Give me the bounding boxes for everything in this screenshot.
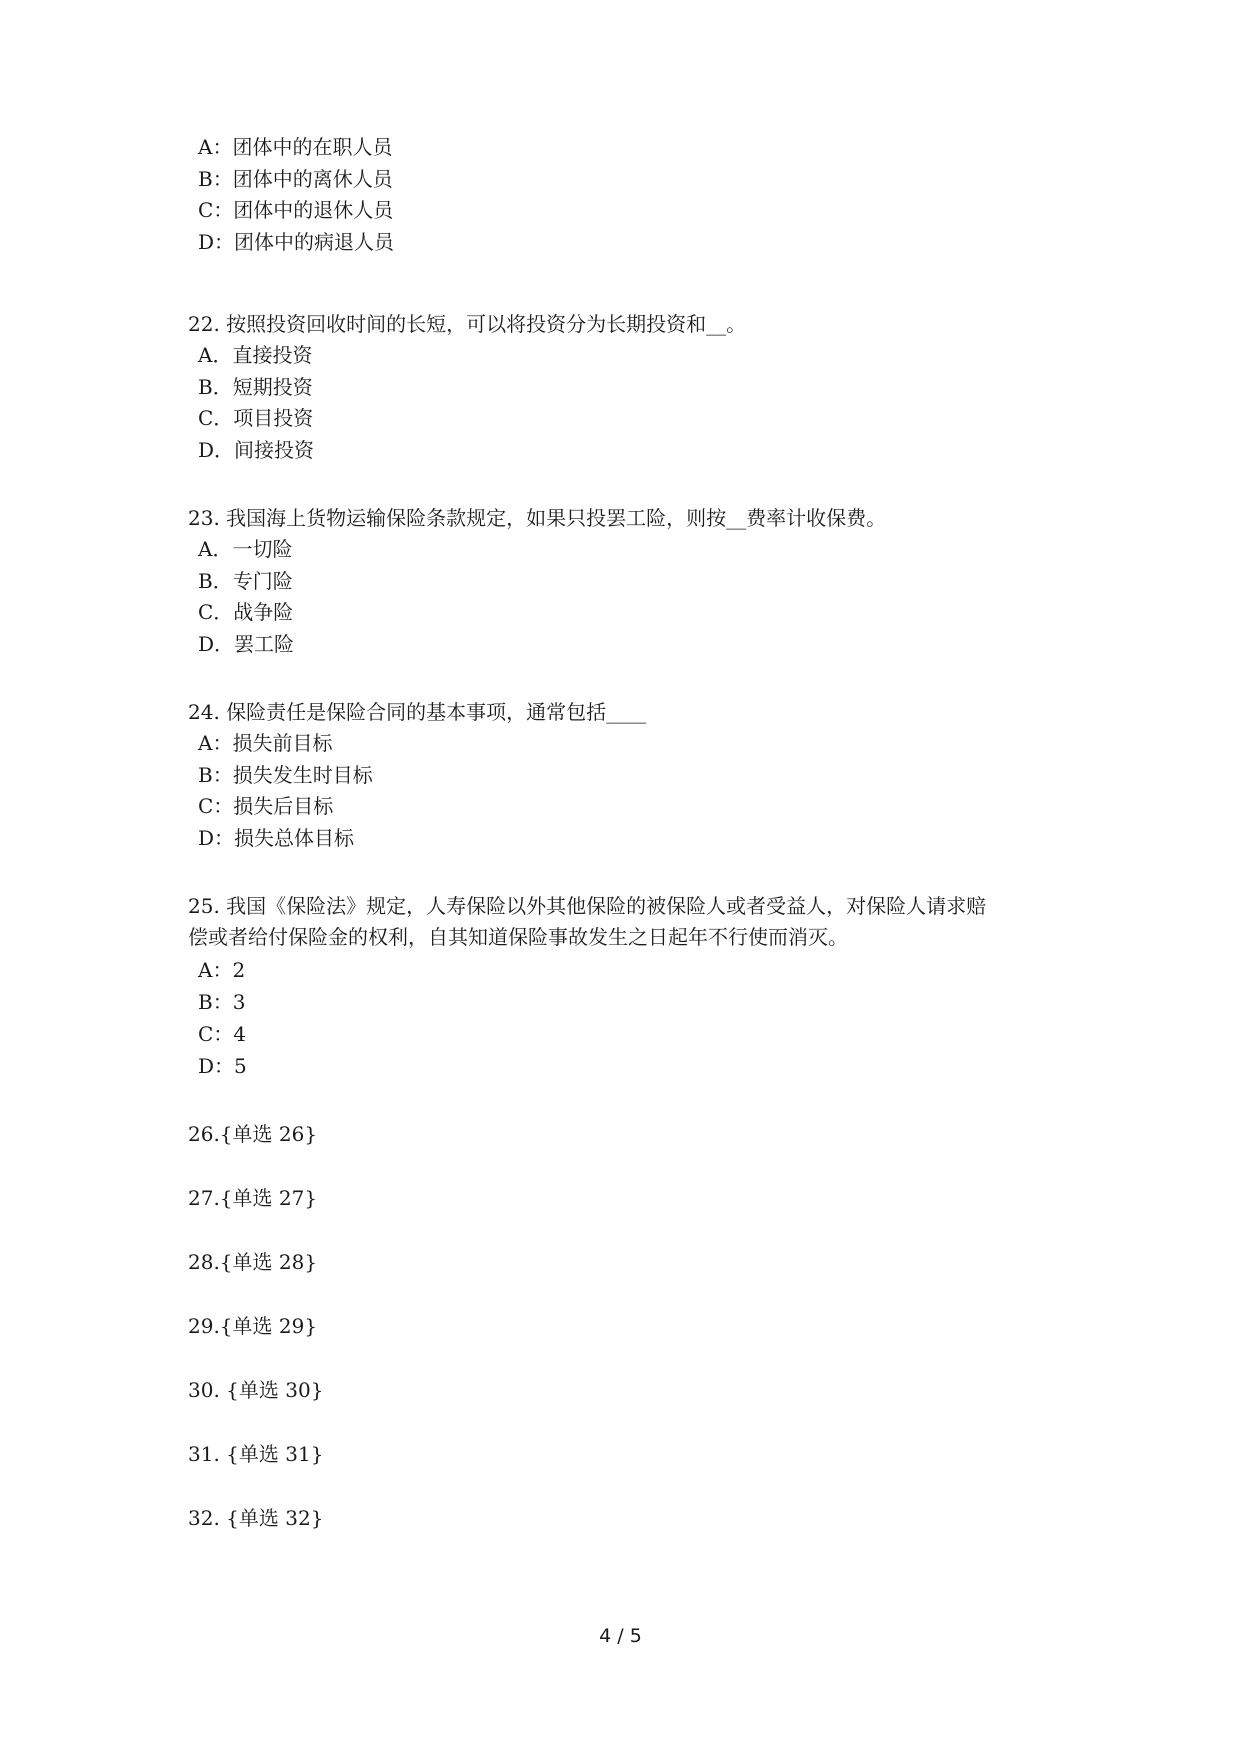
q25-stem-line2: 偿或者给付保险金的权利，自其知道保险事故发生之日起年不行使而消灭。 [188, 925, 848, 949]
q22-option-b: B．短期投资 [198, 375, 313, 399]
q21-option-d: D：团体中的病退人员 [198, 230, 395, 254]
q28-placeholder: 28.{单选 28} [188, 1250, 318, 1274]
q23-option-d: D．罢工险 [198, 632, 295, 656]
q21-option-c: C：团体中的退休人员 [198, 198, 394, 222]
q25-option-a: A：2 [198, 958, 246, 982]
q23-option-b: B．专门险 [198, 569, 293, 593]
q25-option-b: B：3 [198, 990, 246, 1014]
q24-option-d: D：损失总体目标 [198, 826, 355, 850]
q22-option-c: C．项目投资 [198, 406, 314, 430]
q25-option-d: D：5 [198, 1054, 247, 1078]
q31-placeholder: 31. {单选 31} [188, 1442, 324, 1466]
q21-option-b: B：团体中的离休人员 [198, 167, 393, 191]
page-number: 4 / 5 [599, 1625, 642, 1647]
q27-placeholder: 27.{单选 27} [188, 1186, 318, 1210]
q21-option-a: A：团体中的在职人员 [198, 135, 393, 159]
q25-stem-line1: 25. 我国《保险法》规定，人寿保险以外其他保险的被保险人或者受益人，对保险人请求赔 [188, 894, 987, 918]
q22-option-d: D．间接投资 [198, 438, 315, 462]
q23-option-c: C．战争险 [198, 600, 294, 624]
q26-placeholder: 26.{单选 26} [188, 1122, 318, 1146]
q24-option-c: C：损失后目标 [198, 794, 334, 818]
q32-placeholder: 32. {单选 32} [188, 1506, 324, 1530]
q25-option-c: C：4 [198, 1022, 247, 1046]
q24-option-a: A：损失前目标 [198, 731, 333, 755]
q23-stem: 23. 我国海上货物运输保险条款规定，如果只投罢工险，则按__费率计收保费。 [188, 506, 887, 530]
q29-placeholder: 29.{单选 29} [188, 1314, 318, 1338]
q22-option-a: A．直接投资 [198, 343, 313, 367]
q23-option-a: A．一切险 [198, 537, 293, 561]
q22-stem: 22. 按照投资回收时间的长短，可以将投资分为长期投资和__。 [188, 312, 747, 336]
q24-stem: 24. 保险责任是保险合同的基本事项，通常包括____ [188, 700, 647, 724]
q24-option-b: B：损失发生时目标 [198, 763, 373, 787]
q30-placeholder: 30. {单选 30} [188, 1378, 324, 1402]
